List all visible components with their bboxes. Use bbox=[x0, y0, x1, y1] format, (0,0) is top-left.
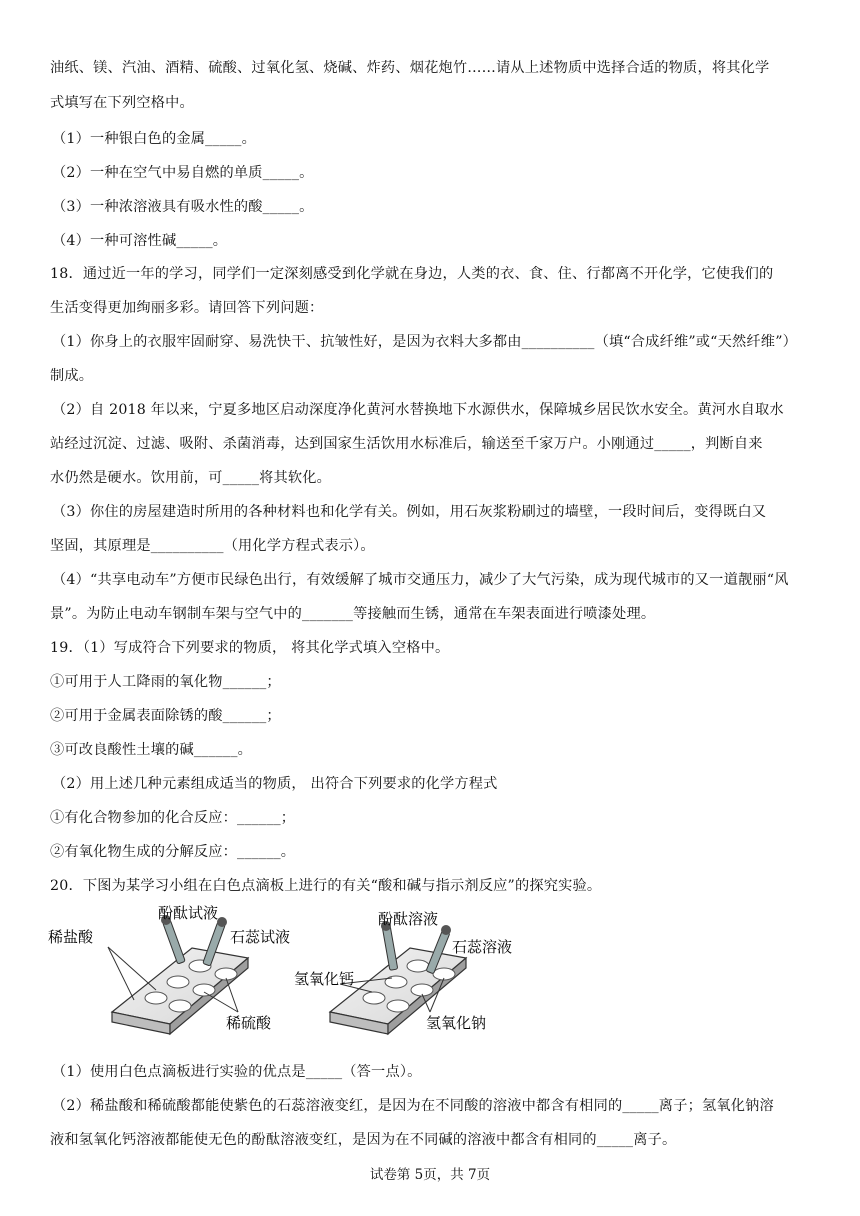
q18-line2: 生活变得更加绚丽多彩。请回答下列问题： bbox=[50, 300, 324, 316]
q18-part3-line1: （3）你住的房屋建造时所用的各种材料也和化学有关。例如，用石灰浆粉刷过的墙壁，一段时间后，变得既白又 bbox=[52, 504, 767, 520]
q18-part4-line1: （4）“共享电动车”方便市民绿色出行，有效缓解了城市交通压力，减少了大气污染，成为现代城市的又一道靓丽“风 bbox=[52, 572, 789, 588]
pointer-line bbox=[108, 947, 134, 1000]
q17-item-1: （1）一种银白色的金属_____。 bbox=[52, 131, 256, 147]
spot-plate-figure bbox=[40, 900, 520, 1050]
pointer-line bbox=[226, 978, 238, 1012]
q17-item-4: （4）一种可溶性碱_____。 bbox=[52, 233, 228, 249]
label-litmus-right: 石蕊溶液 bbox=[452, 938, 513, 956]
label-phenolphthalein-right: 酚酞溶液 bbox=[378, 910, 439, 928]
well bbox=[167, 976, 189, 988]
q19-line2: （2）用上述几种元素组成适当的物质， 出符合下列要求的化学方程式 bbox=[52, 776, 498, 792]
q19-answer-3: ③可改良酸性土壤的碱______。 bbox=[50, 742, 253, 758]
q19-equation-1: ①有化合物参加的化合反应：______； bbox=[50, 810, 296, 826]
page-footer: 试卷第 5页，共 7页 bbox=[369, 1167, 491, 1183]
q18-part3-line2: 坚固，其原理是__________（用化学方程式表示）。 bbox=[50, 538, 375, 554]
label-dilute-h2so4: 稀硫酸 bbox=[226, 1014, 272, 1032]
q19-answer-1: ①可用于人工降雨的氧化物______； bbox=[50, 674, 281, 690]
q18-part2-line2: 站经过沉淀、过滤、吸附、杀菌消毒，达到国家生活饮用水标准后，输送至千家万户。小刚通过_____，判断自来 bbox=[50, 436, 763, 452]
q20-part2-line1: （2）稀盐酸和稀硫酸都能使紫色的石蕊溶液变红，是因为在不同酸的溶液中都含有相同的_____离子；氢氧化钠溶 bbox=[52, 1098, 774, 1114]
right-dropper-phenolphthalein bbox=[381, 921, 398, 970]
well bbox=[193, 984, 215, 996]
label-sodium-hydroxide: 氢氧化钠 bbox=[426, 1014, 487, 1032]
left-dropper-phenolphthalein bbox=[161, 915, 185, 964]
well bbox=[385, 976, 407, 988]
q17-item-2: （2）一种在空气中易自燃的单质_____。 bbox=[52, 165, 314, 181]
pointer-line bbox=[204, 992, 238, 1012]
label-calcium-hydroxide: 氢氧化钙 bbox=[294, 970, 355, 988]
label-dilute-hcl: 稀盐酸 bbox=[48, 928, 94, 946]
q17-intro-line2: 式填写在下列空格中。 bbox=[50, 95, 194, 111]
label-litmus-left: 石蕊试液 bbox=[230, 928, 291, 946]
q18-part4-line2: 景”。为防止电动车钢制车架与空气中的_______等接触而生锈，通常在车架表面进行喷漆处理。 bbox=[50, 606, 656, 622]
q18-part1-line2: 制成。 bbox=[50, 368, 94, 384]
q20-part2-line2: 液和氢氧化钙溶液都能使无色的酚酞溶液变红，是因为在不同碱的溶液中都含有相同的_____离子。 bbox=[50, 1132, 677, 1148]
q20-part1: （1）使用白色点滴板进行实验的优点是_____（答一点）。 bbox=[52, 1064, 422, 1080]
q18-part2-line1: （2）自 2018 年以来，宁夏多地区启动深度净化黄河水替换地下水源供水，保障城乡居民饮水安全。黄河水自取水 bbox=[52, 402, 784, 418]
q19-line1: 19．（1）写成符合下列要求的物质， 将其化学式填入空格中。 bbox=[50, 640, 450, 656]
q19-equation-2: ②有氧化物生成的分解反应：______。 bbox=[50, 844, 296, 860]
q18-line1: 18．通过近一年的学习，同学们一定深刻感受到化学就在身边，人类的衣、食、住、行都离不开化学，它使我们的 bbox=[50, 266, 774, 282]
well bbox=[363, 992, 385, 1004]
well bbox=[407, 960, 429, 972]
q18-part2-line3: 水仍然是硬水。饮用前，可_____将其软化。 bbox=[50, 470, 332, 486]
well bbox=[169, 1000, 191, 1012]
well bbox=[145, 992, 167, 1004]
pointer-line bbox=[108, 947, 156, 990]
well bbox=[387, 1000, 409, 1012]
q19-answer-2: ②可用于金属表面除锈的酸______； bbox=[50, 708, 281, 724]
q17-item-3: （3）一种浓溶液具有吸水性的酸_____。 bbox=[52, 199, 314, 215]
label-phenolphthalein-left: 酚酞试液 bbox=[158, 904, 219, 922]
q20-line1: 20．下图为某学习小组在白色点滴板上进行的有关“酸和碱与指示剂反应”的探究实验。 bbox=[50, 878, 602, 894]
q18-part1-line1: （1）你身上的衣服牢固耐穿、易洗快干、抗皱性好，是因为衣料大多都由__________（填“合成纤维”或“天然纤维”） bbox=[52, 334, 798, 350]
q17-intro-line1: 油纸、镁、汽油、酒精、硫酸、过氧化氢、烧碱、炸药、烟花炮竹……请从上述物质中选择合适的物质，将其化学 bbox=[50, 60, 770, 76]
